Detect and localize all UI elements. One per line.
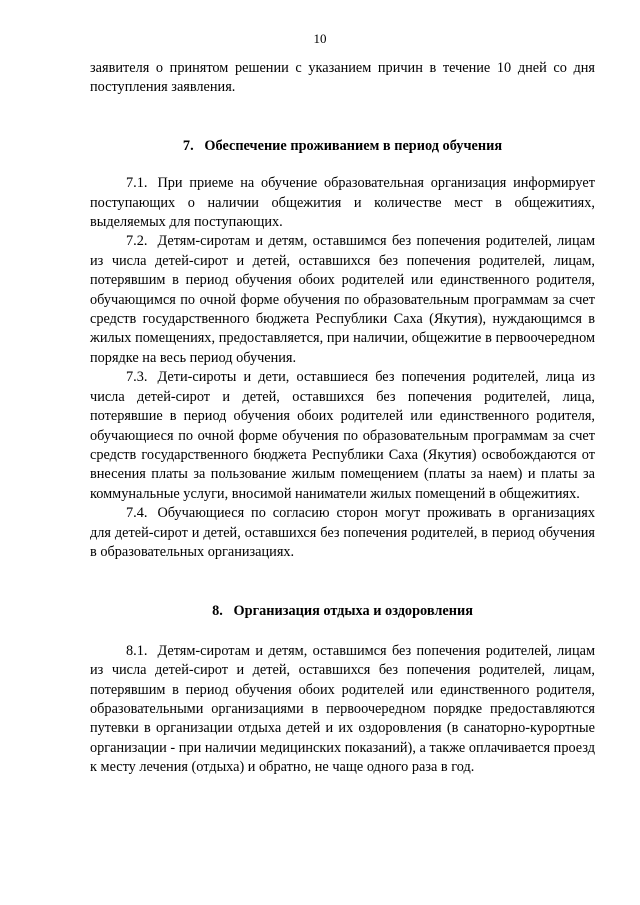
paragraph-text: Детям-сиротам и детям, оставшимся без попечения родителей, лицам из числа детей-сирот и детей, оставшихся без попечения родителей, лицам, потерявшим в период обучения обоих родителей или единственного родителя, образовательными организациями в первоочередном порядке предоставляются путевки в организации отдыха детей и их оздоровления (в санаторно-курортные организации - при наличии медицинских показаний), а также оплачивается проезд к месту лечения (отдыха) и обратно, не чаще одного раза в год. (90, 642, 595, 776)
paragraph-7-2 (90, 232, 595, 368)
paragraph-number: 7.3. (126, 369, 148, 386)
paragraph-7-1 (90, 174, 595, 232)
paragraph-text: При приеме на обучение образовательная организация информирует поступающих о наличии общежития и количестве мест в общежитиях, выделяемых для поступающих. (90, 175, 595, 231)
paragraph-number: 7.4. (126, 505, 148, 522)
paragraph-text: Детям-сиротам и детям, оставшимся без попечения родителей, лицам из числа детей-сирот и детей, оставшихся без попечения родителей, лицам, потерявшим в период обучения обоих родителей или единственного родителя, обучающимся по очной форме обучения по образовательным программам за счет средств государственного бюджета Республики Саха (Якутия), нуждающимся в жилых помещениях, предоставляется, при наличии, общежитие в первоочередном порядке на весь период обучения. (90, 233, 595, 366)
intro-paragraph: заявителя о принятом решении с указанием причин в течение 10 дней со дня поступления заявления. (90, 60, 595, 96)
paragraph-8-1 (90, 642, 595, 778)
paragraph-7-4 (90, 504, 595, 562)
paragraph-number: 7.1. (126, 175, 148, 192)
page-content (90, 59, 595, 778)
paragraph-7-3 (90, 368, 595, 504)
section-7-heading: 7. Обеспечение проживанием в период обучения (182, 137, 503, 154)
page-number: 10 (313, 31, 327, 46)
paragraph-number: 7.2. (126, 233, 148, 250)
paragraph-text: Обучающиеся по согласию сторон могут проживать в организациях для детей-сирот и детей, оставшихся без попечения родителей, в период обучения в образовательных организациях. (90, 505, 595, 560)
paragraph-text: Дети-сироты и дети, оставшиеся без попечения родителей, лица из числа детей-сирот и детей, оставшихся без попечения родителей, лица, потерявшие в период обучения обоих родителей или единственного родителя, обучающиеся по очной форме обучения по образовательным программам за счет средств государственного бюджета Республики Саха (Якутия) освобождаются от внесения платы за пользование жилым помещением (платы за наем) и платы за коммунальные услуги, вносимой наниматели жилых помещений в общежитиях. (90, 369, 595, 502)
section-8-heading: 8. Организация отдыха и оздоровления (212, 603, 473, 620)
paragraph-number: 8.1. (126, 642, 148, 659)
